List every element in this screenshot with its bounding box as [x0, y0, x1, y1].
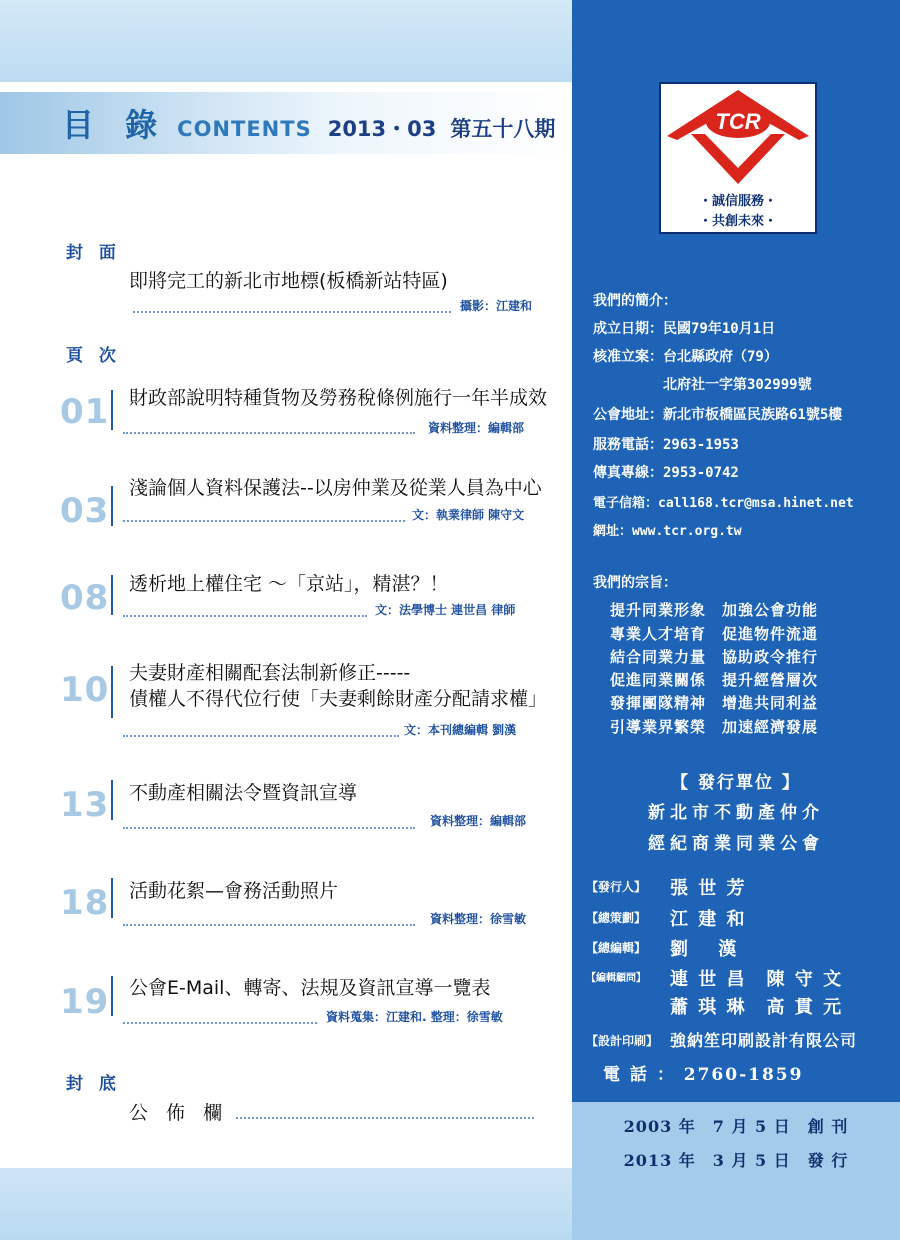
leader-dots: [123, 432, 415, 434]
entry-credit: 資料蒐集：江建和. 整理：徐雪敏: [326, 1010, 503, 1024]
page-number: 01: [60, 392, 110, 432]
entry-divider: [111, 575, 113, 615]
entry-title: 活動花絮—會務活動照片: [129, 880, 339, 902]
mission-line: 引導業界繁榮 加速經濟發展: [610, 718, 819, 736]
publisher-name-2: 經紀商業同業公會: [648, 834, 824, 854]
mission-line: 結合同業力量 協助政令推行: [610, 648, 819, 666]
leader-dots: [123, 615, 367, 617]
staff-names: 張 世 芳: [670, 878, 747, 899]
entry-divider: [111, 878, 113, 918]
about-line: 電子信箱：call168.tcr@msa.hinet.net: [593, 496, 854, 511]
publisher-heading: 【 發行單位 】: [671, 773, 801, 793]
entry-credit: 資料整理：編輯部: [428, 421, 525, 435]
issue-date: 2013・03: [327, 117, 437, 141]
staff-role: 【編輯顧問】: [586, 973, 646, 984]
about-line: 北府社一字第302999號: [593, 377, 812, 393]
about-line: 服務電話：2963-1953: [593, 437, 739, 453]
mission-line: 發揮團隊精神 增進共同利益: [610, 694, 819, 712]
leader-dots: [123, 520, 405, 522]
design-phone: 電 話 ： 2760-1859: [603, 1065, 804, 1085]
cover-label: 封 面: [66, 243, 121, 263]
entry-divider: [111, 390, 113, 430]
logo-text: TCR: [715, 109, 761, 134]
entry-divider: [111, 780, 113, 820]
contents-label: CONTENTS: [177, 117, 312, 141]
staff-names: 劉 漢: [670, 939, 739, 960]
leader-dots: [236, 1117, 534, 1119]
entry-credit: 資料整理：編輯部: [430, 814, 527, 828]
leader-dots: [123, 735, 399, 737]
entry-divider: [111, 976, 113, 1016]
about-line: 網址：www.tcr.org.tw: [593, 524, 742, 539]
page-number: 18: [60, 883, 110, 923]
entry-credit: 文：法學博士 連世昌 律師: [375, 603, 516, 617]
entry-title: 不動產相關法令暨資訊宣導: [129, 782, 358, 804]
founded-date: 2003 年 7 月 5 日 創 刊: [623, 1117, 849, 1136]
published-date: 2013 年 3 月 5 日 發 行: [623, 1151, 849, 1170]
about-heading: 我們的簡介：: [593, 293, 677, 309]
staff-role: 【總編輯】: [586, 941, 647, 955]
page-number: 10: [60, 670, 110, 710]
tcr-logo: [659, 82, 817, 234]
publisher-name-1: 新北市不動產仲介: [648, 803, 824, 823]
design-role: 【設計印刷】: [586, 1034, 659, 1048]
entry-title: 公會E-Mail、轉寄、法規及資訊宣導一覽表: [129, 977, 491, 999]
staff-role: 【發行人】: [586, 880, 647, 894]
back-cover-title: 公 佈 欄: [129, 1102, 229, 1124]
entry-divider: [111, 666, 113, 718]
entry-title: 財政部說明特種貨物及勞務稅條例施行一年半成效: [129, 387, 548, 409]
leader-dots: [123, 827, 415, 829]
entry-credit: 文：執業律師 陳守文: [412, 508, 525, 522]
entry-divider: [111, 486, 113, 526]
about-line: 傳真專線：2953-0742: [593, 465, 739, 481]
contents-header: [62, 100, 555, 146]
page-number: 19: [60, 982, 110, 1022]
cover-title: 即將完工的新北市地標(板橋新站特區): [129, 270, 448, 292]
cover-credit: 攝影：江建和: [460, 299, 533, 313]
entry-credit: 文：本刊總編輯 劉漢: [404, 723, 517, 737]
design-company: 強納笙印刷設計有限公司: [670, 1031, 858, 1050]
page-number: 03: [60, 491, 110, 531]
mission-line: 促進同業關係 提升經營層次: [610, 671, 819, 689]
pages-label: 頁 次: [66, 346, 121, 366]
about-line: 核准立案：台北縣政府（79）: [593, 349, 778, 365]
leader-dots: [123, 924, 415, 926]
page-number: 13: [60, 785, 110, 825]
back-cover-label: 封 底: [66, 1074, 121, 1094]
staff-names: 江 建 和: [670, 909, 747, 930]
mission-heading: 我們的宗旨：: [593, 575, 677, 591]
about-line: 公會地址：新北市板橋區民族路61號5樓: [593, 407, 843, 423]
issue-number: 第五十八期: [450, 117, 556, 141]
page-number: 08: [60, 578, 110, 618]
bottom-band: [0, 1168, 572, 1240]
entry-credit: 資料整理：徐雪敏: [430, 912, 527, 926]
staff-names: 蕭 琪 琳 高 貫 元: [670, 997, 844, 1018]
contents-title: 目 錄: [62, 106, 168, 144]
top-band: [0, 0, 572, 82]
mission-line: 提升同業形象 加強公會功能: [610, 601, 819, 619]
mission-line: 專業人才培育 促進物件流通: [610, 625, 819, 643]
entry-title: 透析地上權住宅 ～「京站」，精湛？！: [129, 573, 449, 595]
entry-title-line-2: 債權人不得代位行使「夫妻剩餘財產分配請求權」: [129, 688, 548, 710]
entry-title: 淺論個人資料保護法--以房仲業及從業人員為中心: [129, 477, 542, 499]
staff-names: 連 世 昌 陳 守 文: [670, 969, 844, 990]
staff-role: 【總策劃】: [586, 911, 647, 925]
logo-slogan-1: ・誠信服務・: [698, 194, 777, 209]
logo-slogan-2: ・共創未來・: [698, 214, 777, 229]
leader-dots: [133, 311, 451, 313]
leader-dots: [123, 1022, 317, 1024]
entry-title: 夫妻財產相關配套法制新修正-----: [129, 662, 411, 684]
about-line: 成立日期：民國79年10月1日: [593, 321, 776, 337]
